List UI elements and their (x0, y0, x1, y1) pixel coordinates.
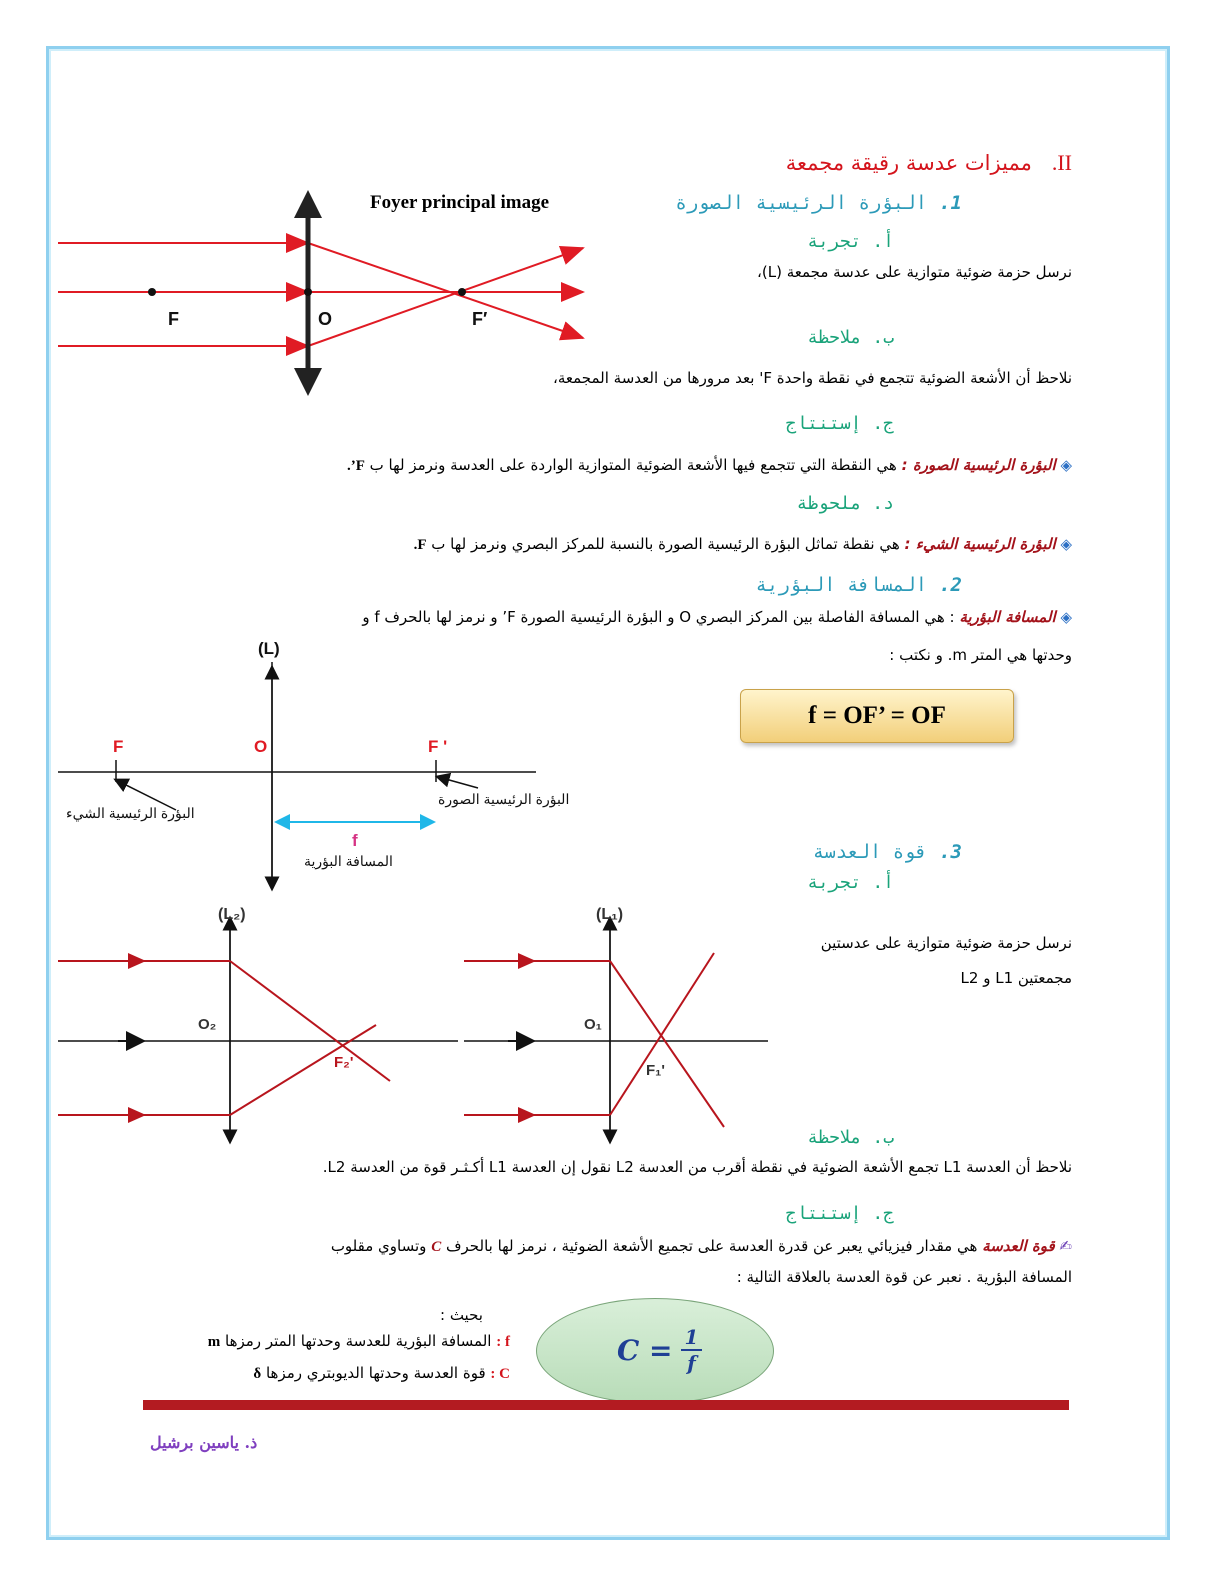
s2-heading (756, 574, 963, 596)
label-F1: F₁' (646, 1062, 665, 1079)
label-Fp: F′ (472, 309, 488, 329)
formula-lhs: C = (617, 1333, 673, 1367)
s2-heading-text: المسافة البؤرية (755, 574, 928, 596)
focal-formula-box: f = OF’ = OF (740, 689, 1014, 743)
s3-b-label: ب. ملاحظة (807, 1127, 894, 1148)
def-C-unit: δ (253, 1366, 262, 1382)
section-title (786, 150, 1072, 176)
label-L: (L) (258, 639, 280, 658)
figure-focal-distance (58, 632, 618, 892)
diamond-icon: ◈ (1060, 456, 1072, 474)
label-O1: O₁ (584, 1016, 602, 1033)
s3-heading (813, 841, 962, 863)
s2-line2: وحدتها هي المتر m. و نكتب : (889, 646, 1072, 664)
label-F2: F₂' (334, 1054, 354, 1071)
s3-a-text1: نرسل حزمة ضوئية متوازية على عدستين (820, 934, 1072, 952)
figure-two-lenses (58, 905, 778, 1145)
label-focal-distance: المسافة البؤرية (304, 853, 393, 869)
s1-c-term: البؤرة الرئيسية الصورة : (901, 456, 1056, 474)
s1-d-text: هي نقطة تماثل البؤرة الرئيسية الصورة بالنسبة للمركز البصري ونرمز لها ب (431, 535, 900, 553)
s1-b-text: نلاحظ أن الأشعة الضوئية تتجمع في نقطة واحدة F' بعد مرورها من العدسة المجمعة، (553, 369, 1072, 387)
s1-c-line (347, 456, 1072, 475)
s3-c-line1 (142, 1237, 1072, 1256)
point-F (148, 288, 156, 296)
formula-numerator: 1 (681, 1325, 703, 1351)
s3-a-label: أ. تجربة (807, 872, 894, 893)
label-O: O (318, 309, 333, 329)
s2-line1 (132, 608, 1072, 626)
ray-L1-top-out (610, 961, 724, 1127)
s3-c-text1b: وتساوي مقلوب (330, 1237, 427, 1255)
s3-c-term: قوة العدسة (982, 1237, 1055, 1255)
s1-d-line (414, 535, 1072, 554)
point-O (304, 288, 312, 296)
label-L2: (L₂) (218, 906, 246, 923)
s3-c-text1: هي مقدار فيزيائي يعبر عن قدرة العدسة على تجميع الأشعة الضوئية ، نرمز لها بالحرف (445, 1237, 978, 1255)
s1-b-label: ب. ملاحظة (807, 327, 894, 348)
s1-c-text: هي النقطة التي تتجمع فيها الأشعة الضوئية المتوازية الواردة على العدسة ونرمز لها ب (369, 456, 897, 474)
section-title-text: مميزات عدسة رقيقة مجمعة (785, 151, 1032, 175)
latin-heading: Foyer principal image (370, 192, 550, 213)
s3-number: 3. (939, 841, 962, 863)
def-C (253, 1364, 510, 1383)
power-formula-ellipse (536, 1298, 774, 1404)
where-label: بحيث : (440, 1306, 483, 1324)
s3-heading-text: قوة العدسة (812, 841, 928, 863)
label-f: f (352, 831, 358, 850)
label-F: F (113, 737, 124, 756)
def-C-symbol: C : (490, 1366, 510, 1382)
ray-bottom-out (308, 248, 583, 346)
power-formula (617, 1325, 702, 1375)
lens-arrow-top (294, 190, 322, 218)
s1-heading-text: البؤرة الرئيسية الصورة (675, 192, 928, 214)
def-f-unit: m (207, 1334, 221, 1350)
def-C-text: قوة العدسة وحدتها الديوبتري رمزها (265, 1364, 486, 1382)
point-Fp (458, 288, 466, 296)
s2-term: المسافة البؤرية (959, 608, 1056, 626)
s1-number: 1. (939, 192, 962, 214)
s1-d-symbol: F. (413, 537, 427, 553)
label-O: O (254, 737, 268, 756)
s2-number: 2. (939, 574, 962, 596)
figure-converging-lens (58, 188, 598, 398)
s1-c-symbol: F’. (346, 458, 365, 474)
s3-b-text: نلاحظ أن العدسة L1 تجمع الأشعة الضوئية في نقطة أقرب من العدسة L2 نقول إن العدسة L1 أكـثـر قوة من العدسة L2. (322, 1158, 1072, 1176)
pencil-icon: ✍ (1059, 1237, 1072, 1255)
s1-heading (675, 192, 962, 214)
label-F: F (168, 309, 179, 329)
formula-denominator: f (687, 1351, 696, 1375)
label-O2: O₂ (198, 1016, 217, 1033)
s3-a-text2: مجمعتين L1 و L2 (960, 969, 1072, 987)
label-L1: (L₁) (596, 906, 624, 923)
ray-top-out (308, 243, 583, 338)
label-image-focus: البؤرة الرئيسية الصورة (438, 791, 570, 807)
lens-arrow-bottom (294, 368, 322, 396)
pointer-Fp (442, 778, 478, 788)
footer-separator (143, 1400, 1069, 1410)
s3-c-symbol: C (431, 1239, 442, 1255)
ray-L2-bottom-out (230, 1025, 376, 1115)
diamond-icon: ◈ (1060, 535, 1072, 553)
s1-d-label: د. ملحوظة (796, 493, 894, 514)
s3-c-label: ج. إستنتاج (785, 1203, 894, 1224)
diamond-icon: ◈ (1060, 608, 1072, 626)
section-number: II. (1051, 150, 1072, 175)
def-f-symbol: f : (496, 1334, 510, 1350)
label-Fp: F ' (428, 737, 448, 756)
s3-c-line2: المسافة البؤرية . نعبر عن قوة العدسة بالعلاقة التالية : (736, 1268, 1072, 1286)
s1-c-label: ج. إستنتاج (785, 413, 894, 434)
lens-L2-diagram (58, 906, 458, 1137)
ray-L2-top-out (230, 961, 390, 1081)
s1-d-term: البؤرة الرئيسية الشيء : (904, 535, 1056, 553)
def-f-text: المسافة البؤرية للعدسة وحدتها المتر رمزها (225, 1332, 492, 1350)
s1-a-label: أ. تجربة (807, 231, 894, 252)
formula-fraction (681, 1325, 703, 1375)
s1-a-text: نرسل حزمة ضوئية متوازية على عدسة مجمعة (L)، (757, 263, 1072, 281)
label-object-focus: البؤرة الرئيسية الشيء (66, 805, 195, 821)
lens-L1-diagram (464, 906, 768, 1137)
s2-text1: : هي المسافة الفاصلة بين المركز البصري O و البؤرة الرئيسية الصورة F’ و نرمز لها بالحرف f و (362, 608, 955, 626)
author-name: ذ. ياسين برشيل (150, 1433, 258, 1452)
def-f (208, 1332, 510, 1351)
